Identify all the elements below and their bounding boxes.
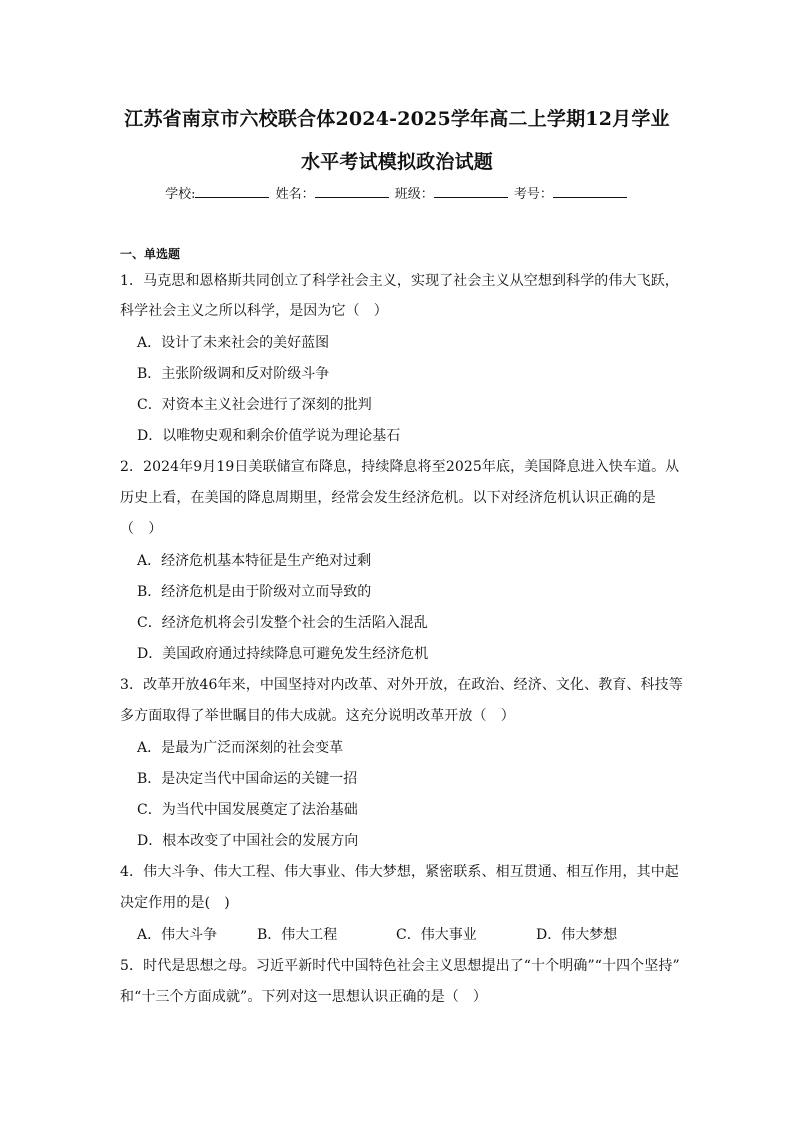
question-4-option-c[interactable]: C．伟大事业 (396, 927, 477, 943)
question-1-option-b[interactable]: B．主张阶级调和反对阶级斗争 (137, 366, 330, 382)
question-3-option-b[interactable]: B．是决定当代中国命运的关键一招 (137, 771, 358, 787)
exam-title-line-1: 江苏省南京市六校联合体2024-2025学年高二上学期12月学业 (124, 108, 670, 130)
question-4-option-d[interactable]: D．伟大梦想 (536, 927, 618, 943)
question-2-option-b[interactable]: B．经济危机是由于阶级对立而导致的 (137, 584, 372, 600)
exam-number-blank[interactable] (553, 185, 627, 198)
question-1-option-c[interactable]: C．对资本主义社会进行了深刻的批判 (137, 397, 372, 413)
question-1-line-1: 1．马克思和恩格斯共同创立了科学社会主义，实现了社会主义从空想到科学的伟大飞跃， (120, 273, 679, 289)
question-2-option-d[interactable]: D．美国政府通过持续降息可避免发生经济危机 (137, 646, 429, 662)
exam-number-label: 考号： (513, 187, 553, 202)
question-5-line-2: 和“十三个方面成就”。下列对这一思想认识正确的是（ ） (120, 989, 488, 1005)
question-2-line-3: （ ） (120, 521, 163, 537)
student-info-row (0, 183, 794, 202)
section-heading: 一、单选题 (120, 247, 181, 261)
question-3-line-1: 3．改革开放46年来，中国坚持对内改革、对外开放，在政治、经济、文化、教育、科技等 (120, 677, 683, 693)
question-3-option-d[interactable]: D．根本改变了中国社会的发展方向 (137, 833, 359, 849)
question-4-line-1: 4．伟大斗争、伟大工程、伟大事业、伟大梦想，紧密联系、相互贯通、相互作用，其中起 (120, 864, 679, 880)
question-3-option-a[interactable]: A．是最为广泛而深刻的社会变革 (137, 740, 344, 756)
question-2-line-2: 历史上看，在美国的降息周期里，经常会发生经济危机。以下对经济危机认识正确的是 (120, 490, 656, 506)
class-label: 班级： (394, 187, 434, 202)
name-blank[interactable] (315, 185, 389, 198)
school-blank[interactable] (195, 185, 269, 198)
question-2-line-1: 2．2024年9月19日美联储宣布降息，持续降息将至2025年底，美国降息进入快车道。从 (120, 459, 680, 475)
question-2-option-c[interactable]: C．经济危机将会引发整个社会的生活陷入混乱 (137, 615, 428, 631)
name-label: 姓名： (275, 187, 315, 202)
question-1-option-a[interactable]: A．设计了未来社会的美好蓝图 (137, 335, 330, 351)
school-label: 学校: (165, 187, 196, 202)
question-3-option-c[interactable]: C．为当代中国发展奠定了法治基础 (137, 802, 358, 818)
exam-title-line-2: 水平考试模拟政治试题 (300, 151, 493, 173)
question-3-line-2: 多方面取得了举世瞩目的伟大成就。这充分说明改革开放（ ） (120, 708, 515, 724)
question-1-line-2: 科学社会主义之所以科学，是因为它（ ） (120, 303, 388, 319)
question-4-option-b[interactable]: B．伟大工程 (257, 927, 338, 943)
question-4-line-2: 决定作用的是( ) (120, 895, 230, 911)
class-blank[interactable] (434, 185, 508, 198)
question-5-line-1: 5．时代是思想之母。习近平新时代中国特色社会主义思想提出了“十个明确”“十四个坚持” (120, 958, 680, 974)
question-4-option-a[interactable]: A．伟大斗争 (137, 927, 218, 943)
question-2-option-a[interactable]: A．经济危机基本特征是生产绝对过剩 (137, 553, 372, 569)
question-1-option-d[interactable]: D．以唯物史观和剩余价值学说为理论基石 (137, 428, 401, 444)
